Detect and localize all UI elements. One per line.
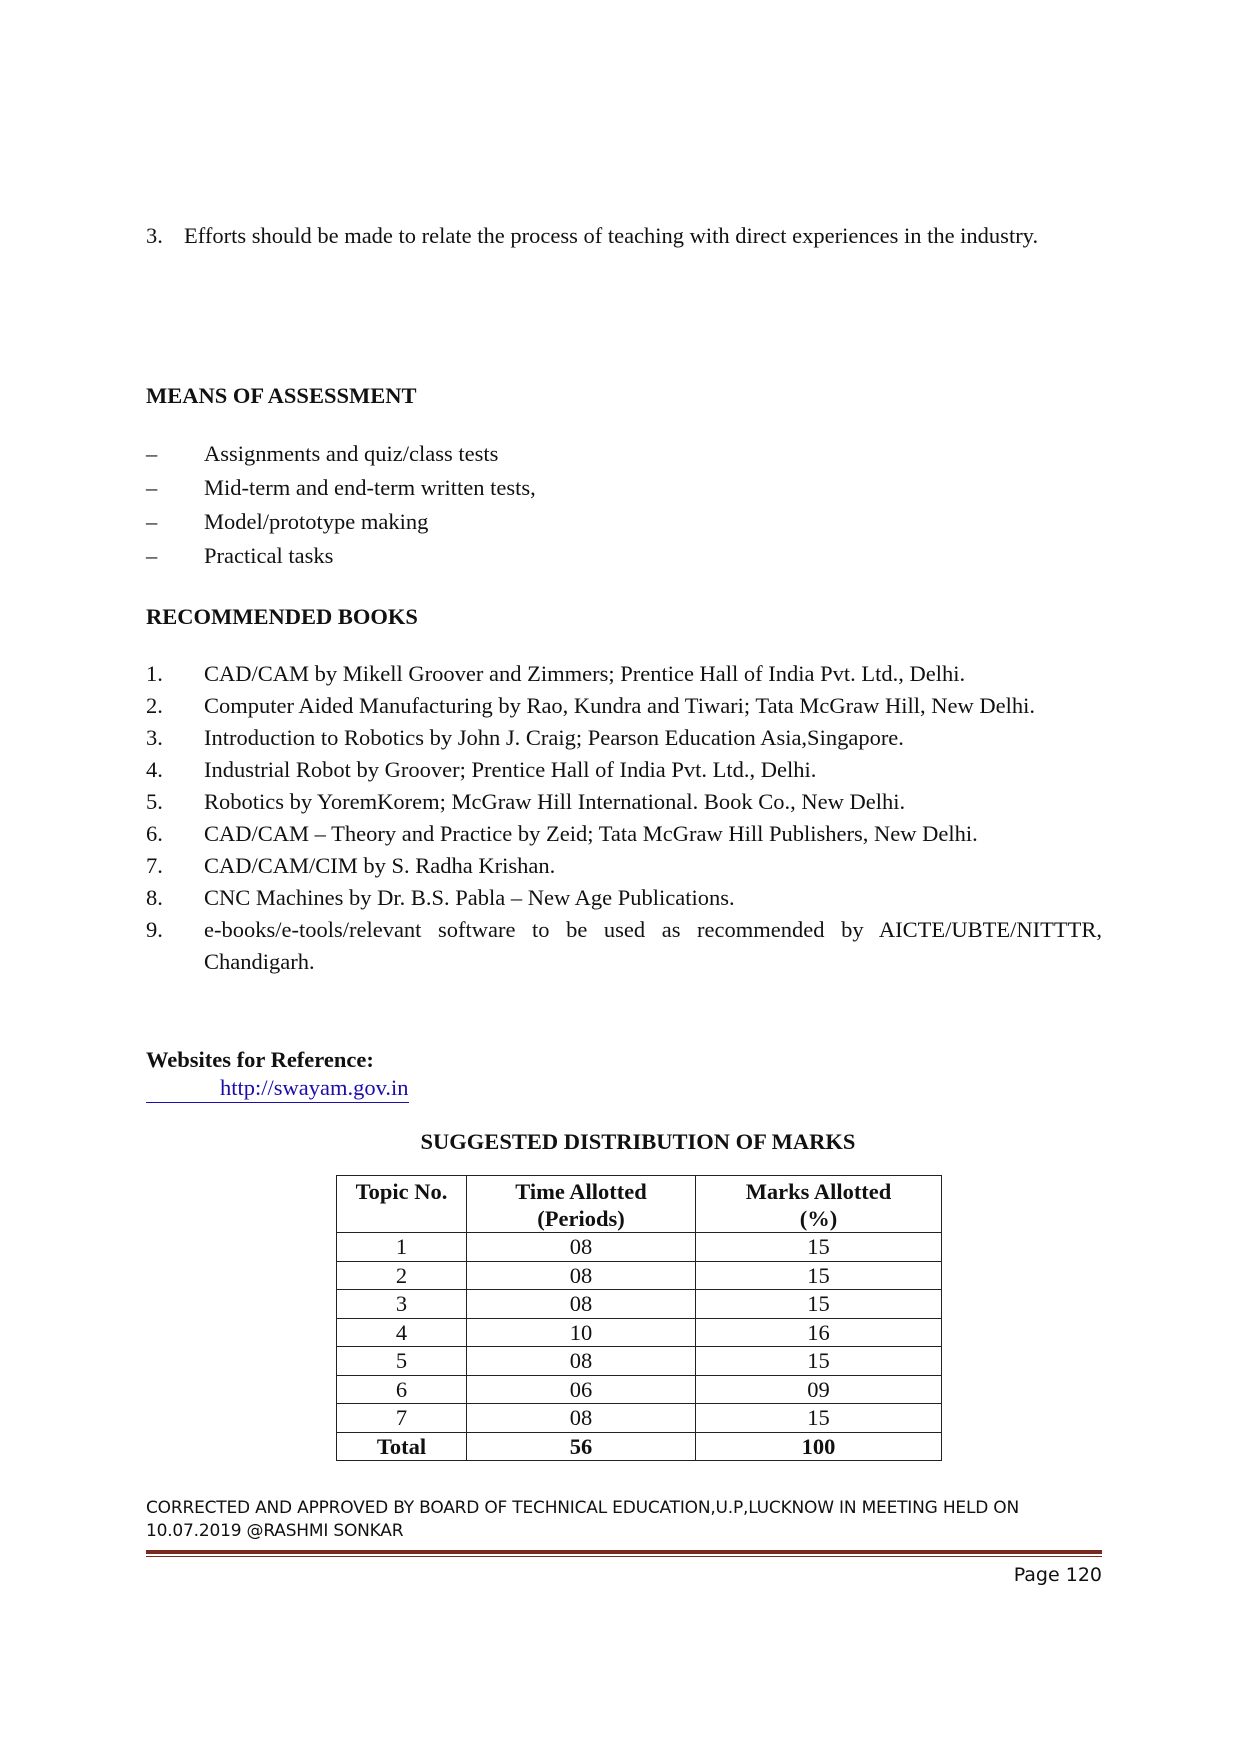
total-time-cell: 56 xyxy=(467,1432,696,1461)
marks-cell: 15 xyxy=(696,1347,942,1376)
header-line: Marks Allotted xyxy=(745,1179,892,1204)
dash-bullet: – xyxy=(146,475,158,500)
time-cell: 08 xyxy=(467,1347,696,1376)
column-header-marks xyxy=(696,1176,942,1233)
websites-heading: Websites for Reference: xyxy=(146,1047,374,1072)
list-item xyxy=(146,658,1102,690)
book-number: 5. xyxy=(146,789,163,814)
book-number: 1. xyxy=(146,661,163,686)
list-item xyxy=(146,690,1102,722)
dash-bullet: – xyxy=(146,509,158,534)
marks-cell: 15 xyxy=(696,1261,942,1290)
total-marks-cell: 100 xyxy=(696,1432,942,1461)
book-number: 7. xyxy=(146,853,163,878)
website-link-row xyxy=(146,1074,409,1103)
book-entry: e-books/e-tools/relevant software to be used as recommended by AICTE/UBTE/NITTTR, Chandigarh. xyxy=(204,917,1102,974)
list-item xyxy=(146,914,1102,978)
dash-bullet: – xyxy=(146,441,158,466)
book-number: 3. xyxy=(146,725,163,750)
list-item xyxy=(146,539,1102,573)
list-item xyxy=(146,437,1102,471)
table-row xyxy=(337,1404,942,1433)
footer-divider xyxy=(146,1556,1102,1557)
footer-approval-note xyxy=(146,1497,1106,1543)
table-header-row xyxy=(337,1176,942,1233)
time-cell: 06 xyxy=(467,1375,696,1404)
book-entry: Robotics by YoremKorem; McGraw Hill International. Book Co., New Delhi. xyxy=(204,789,906,814)
marks-cell: 15 xyxy=(696,1233,942,1262)
table-row xyxy=(337,1233,942,1262)
topic-cell: 3 xyxy=(337,1290,467,1319)
list-item xyxy=(146,818,1102,850)
footer-line: CORRECTED AND APPROVED BY BOARD OF TECHNICAL EDUCATION,U.P,LUCKNOW IN MEETING HELD ON xyxy=(146,1498,1020,1518)
table-row xyxy=(337,1261,942,1290)
marks-cell: 15 xyxy=(696,1404,942,1433)
topic-cell: 7 xyxy=(337,1404,467,1433)
marks-table-title: SUGGESTED DISTRIBUTION OF MARKS xyxy=(420,1129,856,1154)
header-line: (%) xyxy=(799,1206,838,1231)
topic-cell: 5 xyxy=(337,1347,467,1376)
table-row xyxy=(337,1318,942,1347)
page-number: Page 120 xyxy=(1013,1564,1102,1586)
book-entry: Industrial Robot by Groover; Prentice Hall of India Pvt. Ltd., Delhi. xyxy=(204,757,817,782)
book-entry: CAD/CAM by Mikell Groover and Zimmers; Prentice Hall of India Pvt. Ltd., Delhi. xyxy=(204,661,966,686)
list-item xyxy=(146,722,1102,754)
table-row xyxy=(337,1347,942,1376)
list-item xyxy=(146,505,1102,539)
marks-distribution-table xyxy=(336,1175,942,1461)
footer-divider xyxy=(146,1550,1102,1554)
time-cell: 08 xyxy=(467,1261,696,1290)
list-item-text: Mid-term and end-term written tests, xyxy=(204,475,536,500)
list-item-text: Assignments and quiz/class tests xyxy=(204,441,499,466)
list-item xyxy=(146,471,1102,505)
table-row xyxy=(337,1375,942,1404)
header-line: Time Allotted xyxy=(515,1179,647,1204)
swayam-link[interactable]: http://swayam.gov.in xyxy=(146,1074,409,1103)
book-number: 8. xyxy=(146,885,163,910)
topic-cell: 2 xyxy=(337,1261,467,1290)
table-row xyxy=(337,1290,942,1319)
item-text: Efforts should be made to relate the process of teaching with direct experiences in the industry. xyxy=(184,223,1039,248)
teaching-guideline-item xyxy=(146,220,1102,252)
book-entry: CAD/CAM/CIM by S. Radha Krishan. xyxy=(204,853,556,878)
book-entry: Computer Aided Manufacturing by Rao, Kundra and Tiwari; Tata McGraw Hill, New Delhi. xyxy=(204,693,1035,718)
book-number: 9. xyxy=(146,917,163,942)
list-item xyxy=(146,786,1102,818)
column-header-time xyxy=(467,1176,696,1233)
list-item-text: Model/prototype making xyxy=(204,509,429,534)
dash-bullet: – xyxy=(146,543,158,568)
time-cell: 10 xyxy=(467,1318,696,1347)
books-list xyxy=(146,658,1102,978)
assessment-list xyxy=(146,437,1102,573)
book-number: 6. xyxy=(146,821,163,846)
marks-cell: 16 xyxy=(696,1318,942,1347)
item-number: 3. xyxy=(146,223,163,248)
marks-cell: 15 xyxy=(696,1290,942,1319)
book-number: 2. xyxy=(146,693,163,718)
assessment-heading: MEANS OF ASSESSMENT xyxy=(146,383,417,408)
time-cell: 08 xyxy=(467,1290,696,1319)
list-item xyxy=(146,754,1102,786)
time-cell: 08 xyxy=(467,1233,696,1262)
total-row xyxy=(337,1432,942,1461)
topic-cell: 1 xyxy=(337,1233,467,1262)
topic-cell: 6 xyxy=(337,1375,467,1404)
list-item xyxy=(146,850,1102,882)
list-item-text: Practical tasks xyxy=(204,543,334,568)
book-entry: Introduction to Robotics by John J. Craig; Pearson Education Asia,Singapore. xyxy=(204,725,904,750)
header-line: Topic No. xyxy=(355,1179,448,1204)
time-cell: 08 xyxy=(467,1404,696,1433)
column-header-topic xyxy=(337,1176,467,1233)
marks-cell: 09 xyxy=(696,1375,942,1404)
topic-cell: 4 xyxy=(337,1318,467,1347)
book-number: 4. xyxy=(146,757,163,782)
book-entry: CAD/CAM – Theory and Practice by Zeid; Tata McGraw Hill Publishers, New Delhi. xyxy=(204,821,978,846)
books-heading: RECOMMENDED BOOKS xyxy=(146,604,418,629)
total-label-cell: Total xyxy=(337,1432,467,1461)
book-entry: CNC Machines by Dr. B.S. Pabla – New Age Publications. xyxy=(204,885,735,910)
header-line: (Periods) xyxy=(537,1206,625,1231)
footer-line: 10.07.2019 @RASHMI SONKAR xyxy=(146,1521,404,1541)
list-item xyxy=(146,882,1102,914)
